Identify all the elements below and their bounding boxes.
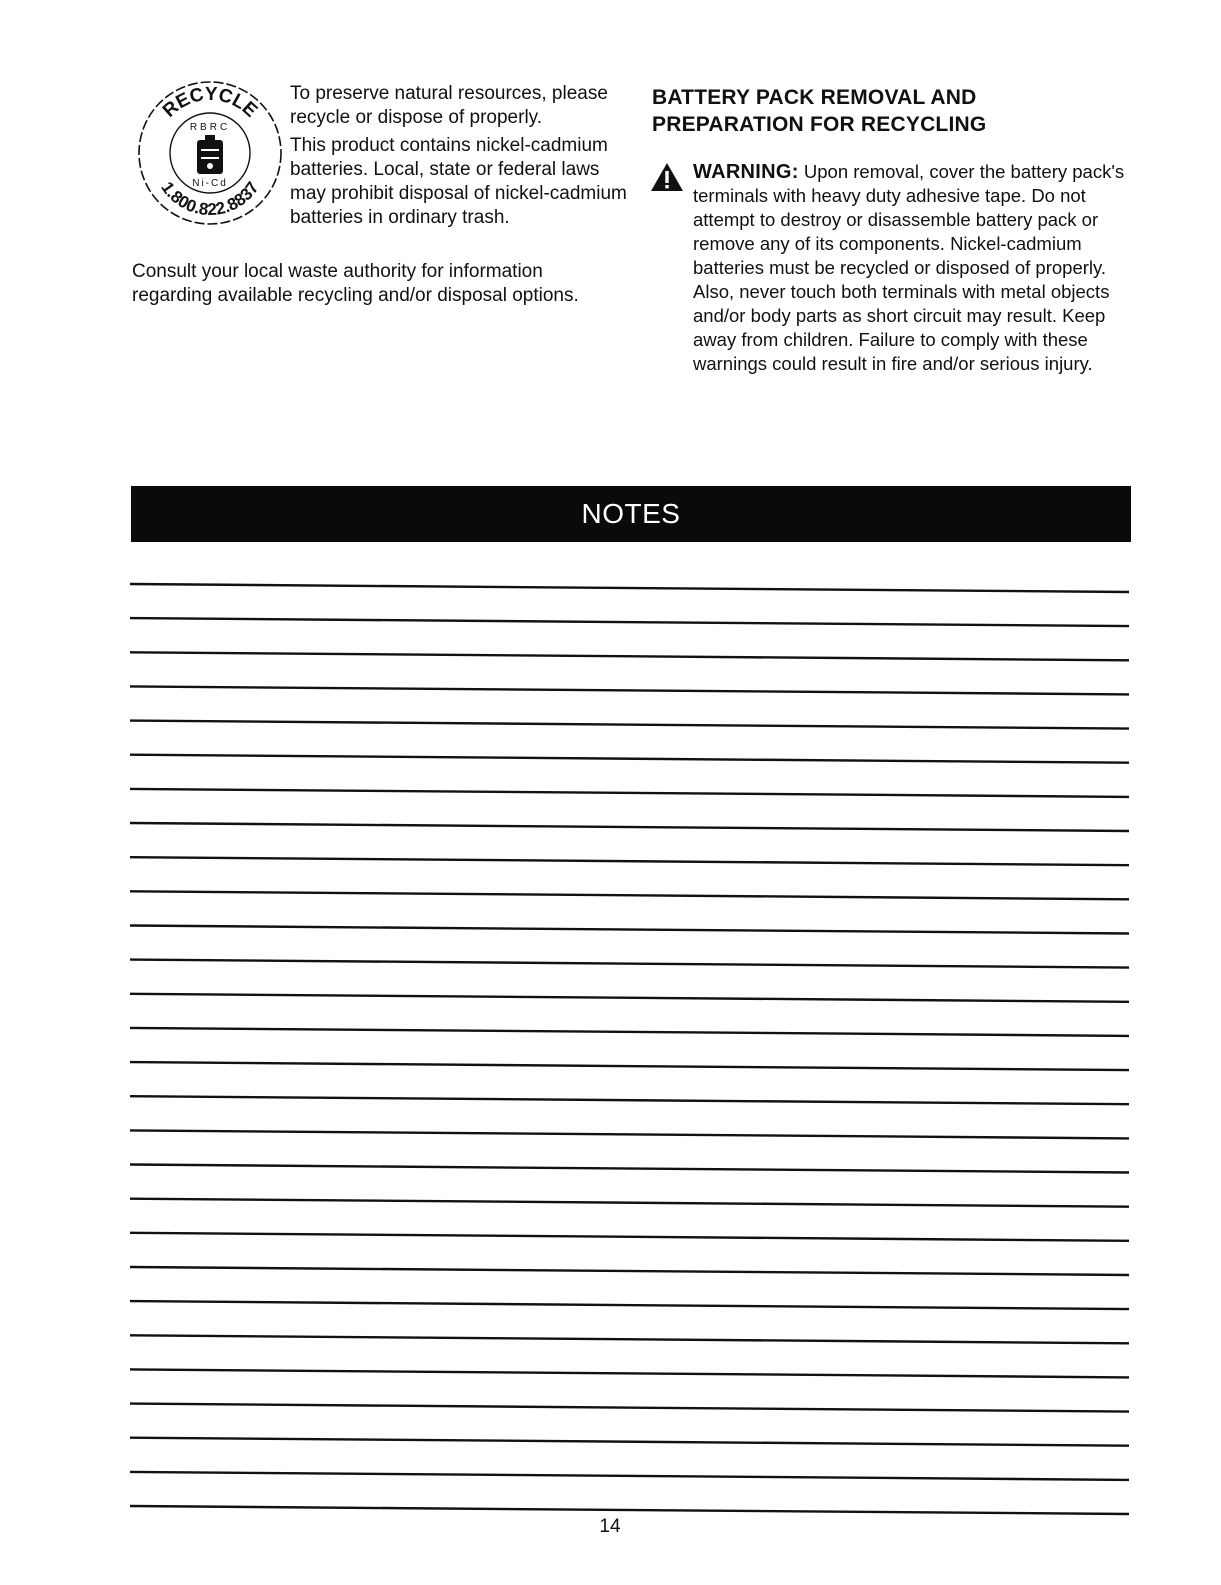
notes-rule-line (130, 1335, 1129, 1343)
page-number: 14 (599, 1516, 621, 1537)
notes-rule-line (130, 755, 1129, 763)
notes-rule-line (130, 823, 1129, 831)
warning-body: Upon removal, cover the battery pack's terminals with heavy duty adhesive tape. Do not attempt to destroy or disassemble battery pack or remove any of its components. Nickel-cadmium batteries must be recycled or disposed of properly. Also, never touch both terminals with metal objects and/or body parts as short circuit may result. Keep away from children. Failure to comply with these warnings could result in fire and/or serious injury. (693, 161, 1125, 374)
seal-chemistry: Ni-Cd (192, 178, 228, 189)
notes-rule-line (130, 1096, 1129, 1104)
notes-rule-line (130, 926, 1129, 934)
notes-rule-line (130, 891, 1129, 899)
recycle-paragraph-2: This product contains nickel-cadmium batteries. Local, state or federal laws may prohibit disposal of nickel-cadmium batteries in ordinary trash. (290, 135, 627, 228)
notes-rule-line (130, 1062, 1129, 1070)
notes-banner: NOTES (131, 486, 1131, 542)
notes-rule-line (130, 1404, 1129, 1412)
notes-rule-line (130, 652, 1129, 660)
notes-rule-line (130, 721, 1129, 729)
notes-rule-line (130, 1369, 1129, 1377)
notes-rule-line (130, 618, 1129, 626)
notes-rule-line (130, 1301, 1129, 1309)
notes-rule-line (130, 1130, 1129, 1138)
warning-label: WARNING: (693, 161, 799, 183)
notes-rule-line (130, 857, 1129, 865)
recycle-paragraph-1: To preserve natural resources, please recycle or dispose of properly. (290, 83, 608, 128)
notes-rule-line (130, 584, 1129, 592)
notes-rule-line (130, 960, 1129, 968)
notes-rule-line (130, 1267, 1129, 1275)
notes-rule-line (130, 1199, 1129, 1207)
consult-text: Consult your local waste authority for information regarding available recycling and/or disposal options. (132, 261, 579, 306)
notes-rule-line (130, 1165, 1129, 1173)
seal-phone-text: 1.800.822.8837 (157, 178, 263, 220)
notes-rule-line (130, 1233, 1129, 1241)
notes-rule-line (130, 1438, 1129, 1446)
notes-rule-line (130, 994, 1129, 1002)
notes-rule-line (130, 789, 1129, 797)
notes-rule-line (130, 1472, 1129, 1480)
notes-rule-line (130, 686, 1129, 694)
battery-section-heading: BATTERY PACK REMOVAL AND PREPARATION FOR RECYCLING (652, 86, 987, 136)
notes-rule-line (130, 1506, 1129, 1514)
notes-rule-line (130, 1028, 1129, 1036)
seal-top-text: RECYCLE (158, 83, 262, 122)
seal-brand: RBRC (189, 122, 231, 133)
